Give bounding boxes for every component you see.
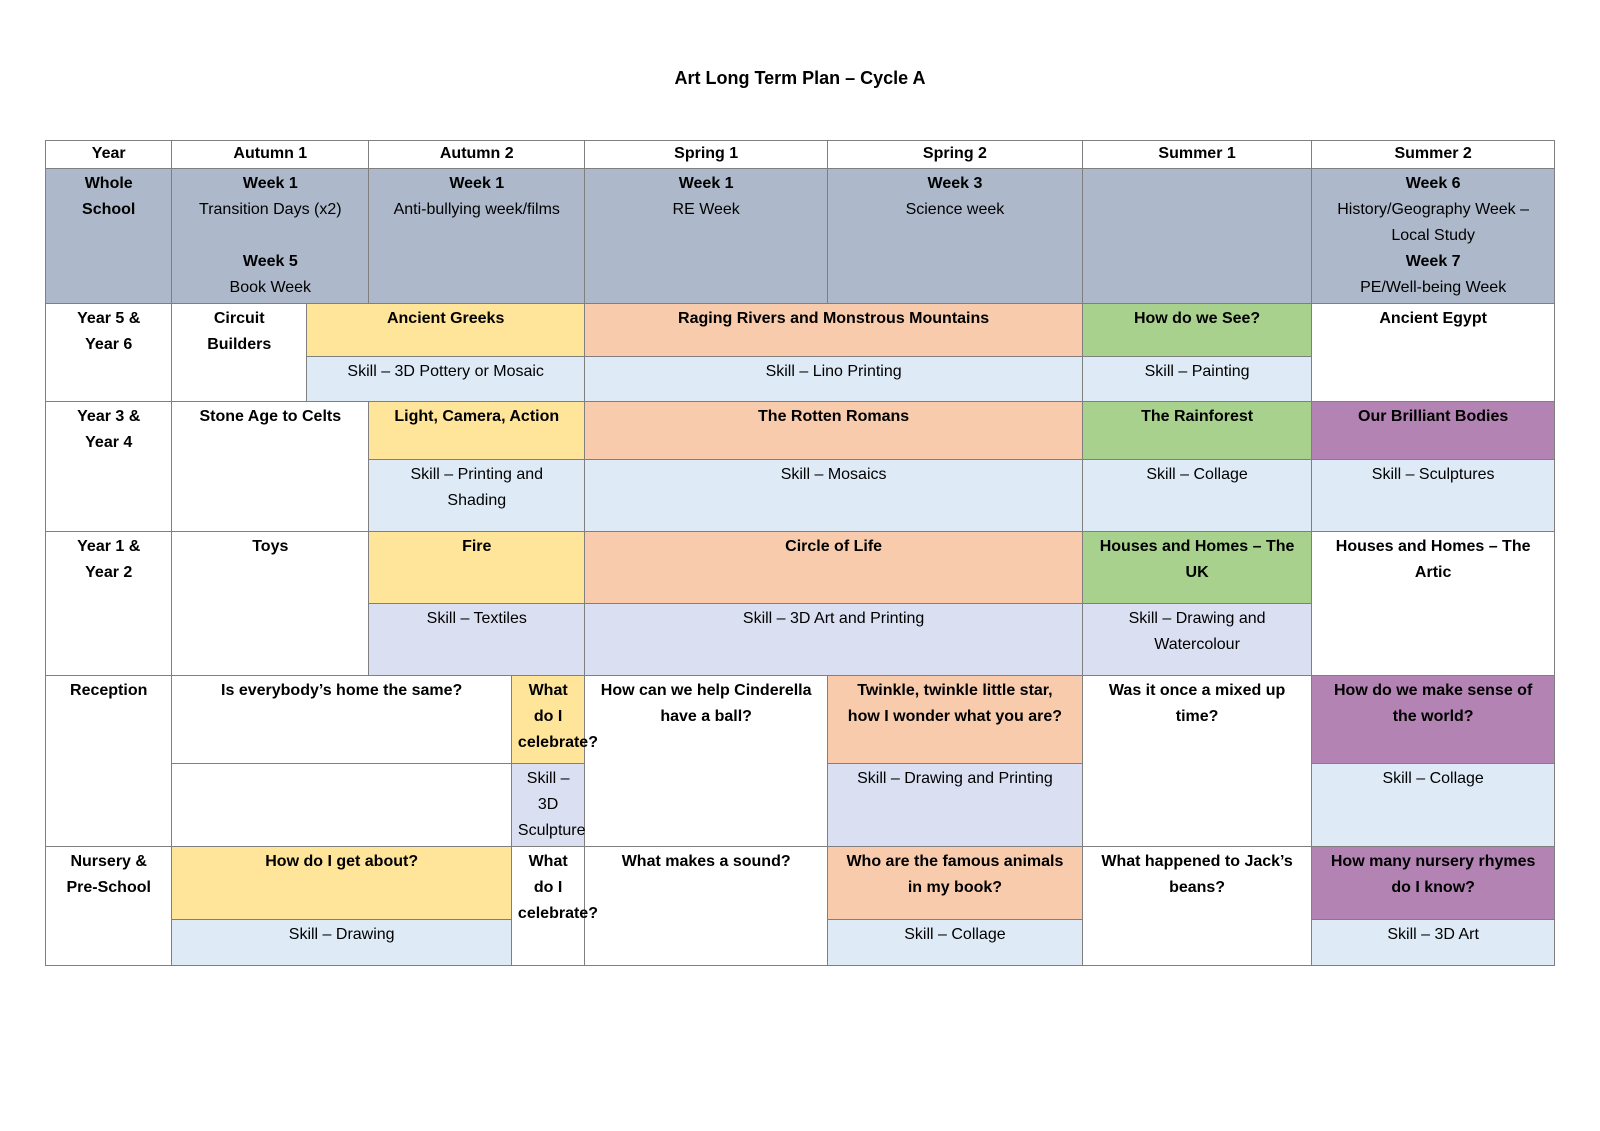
header-autumn-2: Autumn 2: [369, 141, 585, 169]
year12-topic-row: [46, 532, 1555, 604]
whole-school-spring-1: [585, 169, 828, 304]
year56-autumn1-topic: Circuit Builders: [172, 304, 307, 402]
week-label: Week 5: [242, 253, 298, 270]
whole-school-autumn-2: [369, 169, 585, 304]
year12-summer2-topic: Houses and Homes – The Artic: [1312, 532, 1555, 676]
nursery-summer2-skill: Skill – 3D Art: [1312, 920, 1555, 966]
whole-school-row: [46, 169, 1555, 304]
year56-spring-skill: Skill – Lino Printing: [585, 357, 1083, 402]
nursery-spring1-topic: What makes a sound?: [585, 847, 828, 966]
whole-school-spring-2: [827, 169, 1082, 304]
header-spring-1: Spring 1: [585, 141, 828, 169]
whole-school-autumn-1: [172, 169, 369, 304]
page-title: Art Long Term Plan – Cycle A: [674, 68, 926, 88]
nursery-autumn1-skill: Skill – Drawing: [172, 920, 512, 966]
header-year: Year: [46, 141, 172, 169]
year34-autumn2-topic: Light, Camera, Action: [369, 402, 585, 460]
year34-summer1-skill: Skill – Collage: [1082, 460, 1311, 532]
reception-summer2-skill: Skill – Collage: [1312, 764, 1555, 847]
year12-spring-skill: Skill – 3D Art and Printing: [585, 604, 1083, 676]
header-summer-2: Summer 2: [1312, 141, 1555, 169]
reception-autumn2-skill: Skill – 3D Sculpture: [511, 764, 584, 847]
reception-spring2-skill: Skill – Drawing and Printing: [827, 764, 1082, 847]
year12-summer1-skill: Skill – Drawing and Watercolour: [1082, 604, 1311, 676]
nursery-summer2-topic: How many nursery rhymes do I know?: [1312, 847, 1555, 920]
row-label-nursery: Nursery & Pre-School: [46, 847, 172, 966]
event-label: Anti-bullying week/films: [393, 201, 560, 218]
reception-topic-row: [46, 676, 1555, 764]
nursery-spring2-skill: Skill – Collage: [827, 920, 1082, 966]
year12-autumn2-skill: Skill – Textiles: [369, 604, 585, 676]
nursery-spring2-topic: Who are the famous animals in my book?: [827, 847, 1082, 920]
whole-school-summer-1: [1082, 169, 1311, 304]
year12-spring-topic: Circle of Life: [585, 532, 1083, 604]
event-label: Local Study: [1391, 227, 1475, 244]
nursery-autumn1-topic: How do I get about?: [172, 847, 512, 920]
year34-autumn2-skill: Skill – Printing and Shading: [369, 460, 585, 532]
row-label-year34: Year 3 & Year 4: [46, 402, 172, 532]
week-label: Week 3: [927, 175, 983, 192]
year12-autumn1-topic: Toys: [172, 532, 369, 676]
reception-spring1-topic: How can we help Cinderella have a ball?: [585, 676, 828, 847]
year56-summer1-skill: Skill – Painting: [1082, 357, 1311, 402]
year34-topic-row: [46, 402, 1555, 460]
year56-greeks-topic: Ancient Greeks: [307, 304, 585, 357]
event-label: Science week: [905, 201, 1005, 218]
event-label: RE Week: [672, 201, 740, 218]
nursery-topic-row: [46, 847, 1555, 920]
header-row: [46, 141, 1555, 169]
event-label: Book Week: [229, 279, 312, 296]
reception-summer2-topic: How do we make sense of the world?: [1312, 676, 1555, 764]
year56-spring-topic: Raging Rivers and Monstrous Mountains: [585, 304, 1083, 357]
header-spring-2: Spring 2: [827, 141, 1082, 169]
header-summer-1: Summer 1: [1082, 141, 1311, 169]
week-label: Week 1: [449, 175, 505, 192]
week-label: Week 1: [678, 175, 734, 192]
whole-school-summer-2: [1312, 169, 1555, 304]
year56-summer1-topic: How do we See?: [1082, 304, 1311, 357]
header-autumn-1: Autumn 1: [172, 141, 369, 169]
year34-spring-topic: The Rotten Romans: [585, 402, 1083, 460]
event-label: Transition Days (x2): [199, 201, 342, 218]
year34-summer1-topic: The Rainforest: [1082, 402, 1311, 460]
row-label-whole-school: Whole School: [46, 169, 172, 304]
row-label-year56: Year 5 & Year 6: [46, 304, 172, 402]
event-label: PE/Well-being Week: [1360, 279, 1507, 296]
nursery-autumn2-topic: What do I celebrate?: [511, 847, 584, 966]
nursery-summer1-topic: What happened to Jack’s beans?: [1082, 847, 1311, 966]
long-term-plan-table: [45, 140, 1555, 966]
reception-autumn2-topic: What do I celebrate?: [511, 676, 584, 764]
reception-autumn1-empty: [172, 764, 512, 847]
year12-summer1-topic: Houses and Homes – The UK: [1082, 532, 1311, 604]
reception-summer1-topic: Was it once a mixed up time?: [1082, 676, 1311, 847]
year34-spring-skill: Skill – Mosaics: [585, 460, 1083, 532]
week-label: Week 7: [1405, 253, 1461, 270]
year12-autumn2-topic: Fire: [369, 532, 585, 604]
week-label: Week 6: [1405, 175, 1461, 192]
reception-autumn1-topic: Is everybody’s home the same?: [172, 676, 512, 764]
year56-greeks-skill: Skill – 3D Pottery or Mosaic: [307, 357, 585, 402]
reception-spring2-topic: Twinkle, twinkle little star, how I wonder what you are?: [827, 676, 1082, 764]
year56-summer2-topic: Ancient Egypt: [1312, 304, 1555, 402]
year34-summer2-skill: Skill – Sculptures: [1312, 460, 1555, 532]
year34-summer2-topic: Our Brilliant Bodies: [1312, 402, 1555, 460]
row-label-year12: Year 1 & Year 2: [46, 532, 172, 676]
row-label-reception: Reception: [46, 676, 172, 847]
year34-autumn1-topic: Stone Age to Celts: [172, 402, 369, 532]
week-label: Week 1: [242, 175, 298, 192]
year56-topic-row: [46, 304, 1555, 357]
event-label: History/Geography Week –: [1337, 201, 1530, 218]
